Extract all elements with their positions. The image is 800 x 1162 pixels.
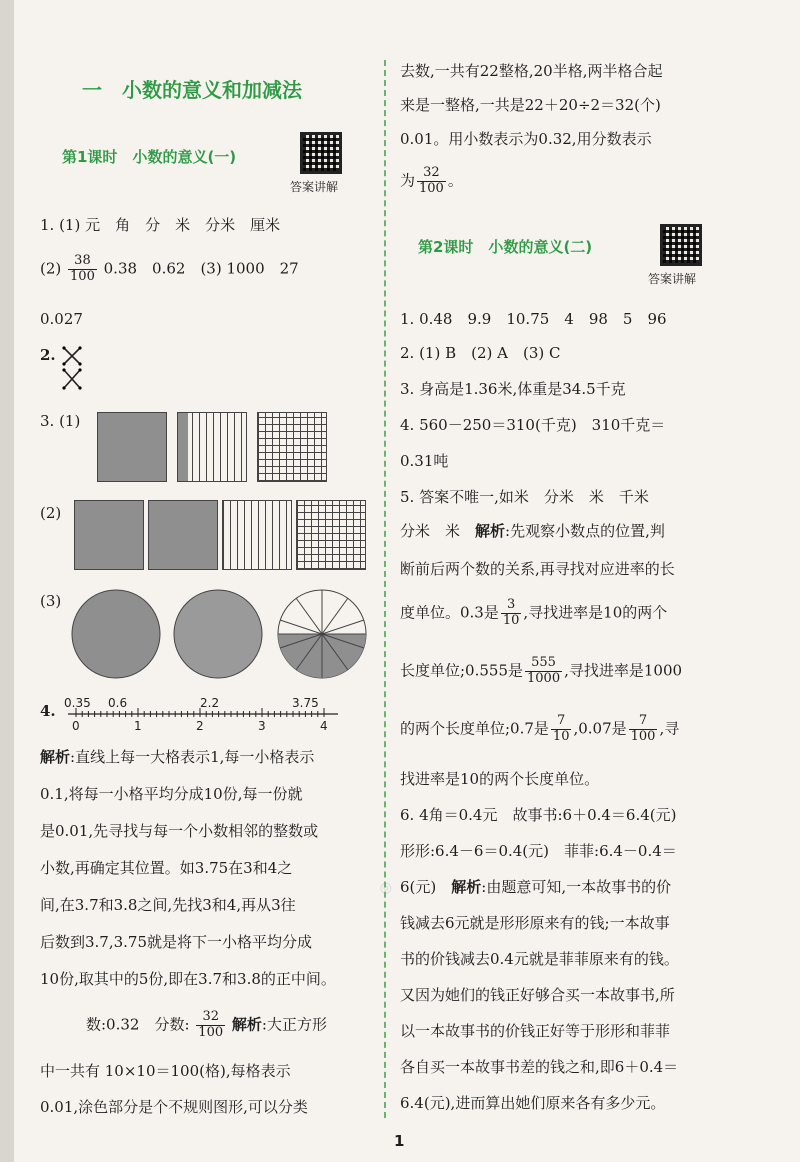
a5-text: 度单位。0.3是 <box>400 603 499 622</box>
fraction: $\frac{3}{10}$ <box>502 597 520 628</box>
q4-label: 4. <box>40 702 56 720</box>
q5-line2: 中一共有 10×10＝100(格),每格表示 <box>40 1062 291 1080</box>
nl-top-label: 0.6 <box>108 696 128 710</box>
answer-6-line1: 6. 4角＝0.4元 故事书:6＋0.4＝6.4(元) <box>400 806 677 824</box>
nl-tick-label: 0 <box>72 719 80 733</box>
a5-text: ,寻找进率是10的两个 <box>523 603 668 622</box>
unit-title: 一 小数的意义和加减法 <box>82 78 302 102</box>
analysis-line <box>40 935 312 950</box>
answer-3: 3. 身高是1.36米,体重是34.5千克 <box>400 380 626 398</box>
page-number: 1 <box>394 1132 405 1150</box>
cont-text: 为 <box>400 171 416 190</box>
analysis-line <box>40 861 292 876</box>
nl-tick-label: 2 <box>196 719 204 733</box>
analysis-label: 解析 <box>40 748 71 766</box>
q5-answer-line <box>86 1010 327 1041</box>
square-tenths <box>177 412 247 482</box>
square-fully-shaded <box>97 412 167 482</box>
circle-diagrams <box>70 588 370 680</box>
a5-text: ,寻 <box>659 719 680 738</box>
answer-4-line2: 0.31吨 <box>400 452 449 470</box>
answer-5-line4 <box>400 598 667 629</box>
a5-text: ,寻找进率是1000 <box>564 661 683 680</box>
analysis-label: 解析 <box>451 878 482 896</box>
q3-3-label: (3) <box>40 592 62 610</box>
analysis-text: 后数到3.7,3.75就是将下一小格平均分成 <box>40 933 313 951</box>
cross-marks-icon <box>62 344 84 392</box>
q1-line3: 0.027 <box>40 310 83 328</box>
cont-line3: 0.01。用小数表示为0.32,用分数表示 <box>400 130 652 148</box>
q1-line2-values: 0.38 0.62 (3) 1000 27 <box>103 259 299 278</box>
nl-top-label: 2.2 <box>200 696 220 710</box>
a5-text: 的两个长度单位;0.7是 <box>400 719 549 738</box>
answer-1: 1. 0.48 9.9 10.75 4 98 5 96 <box>400 310 667 328</box>
cont-text: 。 <box>447 171 463 190</box>
nl-top-label: 0.35 <box>64 696 91 710</box>
a5-text: 长度单位;0.555是 <box>400 661 523 680</box>
answer-6-line: 又因为她们的钱正好够合买一本故事书,所 <box>400 986 675 1004</box>
answer-4-line1: 4. 560－250＝310(千克) 310千克＝ <box>400 416 666 434</box>
qr-code-icon[interactable] <box>300 132 342 174</box>
analysis-text: 10份,取其中的5份,即在3.7和3.8的正中间。 <box>40 970 336 988</box>
analysis-line <box>40 750 314 765</box>
answer-5-line3: 断前后两个数的关系,再寻找对应进率的长 <box>400 560 675 578</box>
answer-explain-label: 答案讲解 <box>290 180 339 194</box>
answer-5-line5 <box>400 656 682 687</box>
square-hundredths <box>296 500 366 570</box>
answer-6-line: 以一本故事书的价钱正好等于形形和菲菲 <box>400 1022 671 1040</box>
analysis-text: 间,在3.7和3.8之间,先找3和4,再从3往 <box>40 896 296 914</box>
q2-label: 2. <box>40 346 56 364</box>
fraction: $\frac{555}{1000}$ <box>527 655 561 686</box>
analysis-line <box>40 787 302 802</box>
fraction: $\frac{32}{100}$ <box>198 1009 224 1040</box>
fraction: $\frac{32}{100}$ <box>419 165 444 196</box>
page-binding-edge <box>0 0 14 1162</box>
answer-6-line: 书的价钱减去0.4元就是菲菲原来有的钱。 <box>400 950 679 968</box>
analysis-text: 是0.01,先寻找与每一个小数相邻的整数或 <box>40 822 319 840</box>
analysis-line <box>40 898 296 913</box>
square-fully-shaded <box>74 500 144 570</box>
square-hundredths <box>257 412 327 482</box>
q3-2-label: (2) <box>40 504 62 522</box>
analysis-label: 解析 <box>231 1015 262 1034</box>
analysis-text: :直线上每一大格表示1,每一小格表示 <box>70 748 315 766</box>
answer-6-line3 <box>400 880 671 895</box>
answer-5-line6 <box>400 714 679 745</box>
answer-6-line: 各自买一本故事书差的钱之和,即6＋0.4＝ <box>400 1058 679 1076</box>
number-line <box>64 696 344 736</box>
nl-tick-label: 1 <box>134 719 142 733</box>
answer-6-line: 钱减去6元就是形形原来有的钱;一本故事 <box>400 914 670 932</box>
a6-text: 6(元) <box>400 878 452 896</box>
cont-line1: 去数,一共有22整格,20半格,两半格合起 <box>400 62 663 80</box>
fraction: $\frac{38}{100}$ <box>70 253 95 284</box>
fraction: $\frac{7}{100}$ <box>630 713 656 744</box>
answer-5-line2 <box>400 524 665 539</box>
answer-2: 2. (1) B (2) A (3) C <box>400 344 561 362</box>
lesson2-title: 第2课时 小数的意义(二) <box>418 238 593 256</box>
a5-text: :先观察小数点的位置,判 <box>505 522 665 540</box>
a5-text: ,0.07是 <box>573 719 627 738</box>
cont-line2: 来是一整格,一共是22＋20÷2＝32(个) <box>400 96 661 114</box>
analysis-text: 小数,再确定其位置。如3.75在3和4之 <box>40 859 293 877</box>
analysis-line <box>40 824 318 839</box>
fraction: $\frac{7}{10}$ <box>552 713 570 744</box>
q5-answer: 数:0.32 分数: <box>86 1015 190 1034</box>
square-tenths <box>222 500 292 570</box>
analysis-label: 解析 <box>475 522 506 540</box>
analysis-text: 0.1,将每一小格平均分成10份,每一份就 <box>40 785 303 803</box>
q3-label: 3. (1) <box>40 412 81 430</box>
nl-top-label: 3.75 <box>292 696 319 710</box>
answer-5-line7: 找进率是10的两个长度单位。 <box>400 770 600 788</box>
nl-tick-label: 3 <box>258 719 266 733</box>
answer-6-line: 6.4(元),进而算出她们原来各有多少元。 <box>400 1094 666 1112</box>
lesson1-title: 第1课时 小数的意义(一) <box>62 148 237 166</box>
q5-line3: 0.01,涂色部分是个不规则图形,可以分类 <box>40 1098 308 1116</box>
cont-line4 <box>400 166 463 197</box>
q5-analysis-start: :大正方形 <box>261 1015 327 1034</box>
analysis-line <box>40 972 336 987</box>
qr-code-icon[interactable] <box>660 224 702 266</box>
q1-sub2-label: (2) <box>40 259 62 278</box>
watermark-stamp: ◎ <box>376 877 396 899</box>
a6-text: :由题意可知,一本故事书的价 <box>481 878 672 896</box>
answer-6-line2: 形形:6.4－6＝0.4(元) 菲菲:6.4－0.4＝ <box>400 842 677 860</box>
q1-line2 <box>40 254 299 285</box>
answer-5-line1: 5. 答案不唯一,如米 分米 米 千米 <box>400 488 649 506</box>
answer-explain-label: 答案讲解 <box>648 272 697 286</box>
column-divider <box>384 60 386 1118</box>
nl-tick-label: 4 <box>320 719 328 733</box>
a5-text: 分米 米 <box>400 522 476 540</box>
q1-line1: 1. (1) 元 角 分 米 分米 厘米 <box>40 216 281 234</box>
square-fully-shaded <box>148 500 218 570</box>
